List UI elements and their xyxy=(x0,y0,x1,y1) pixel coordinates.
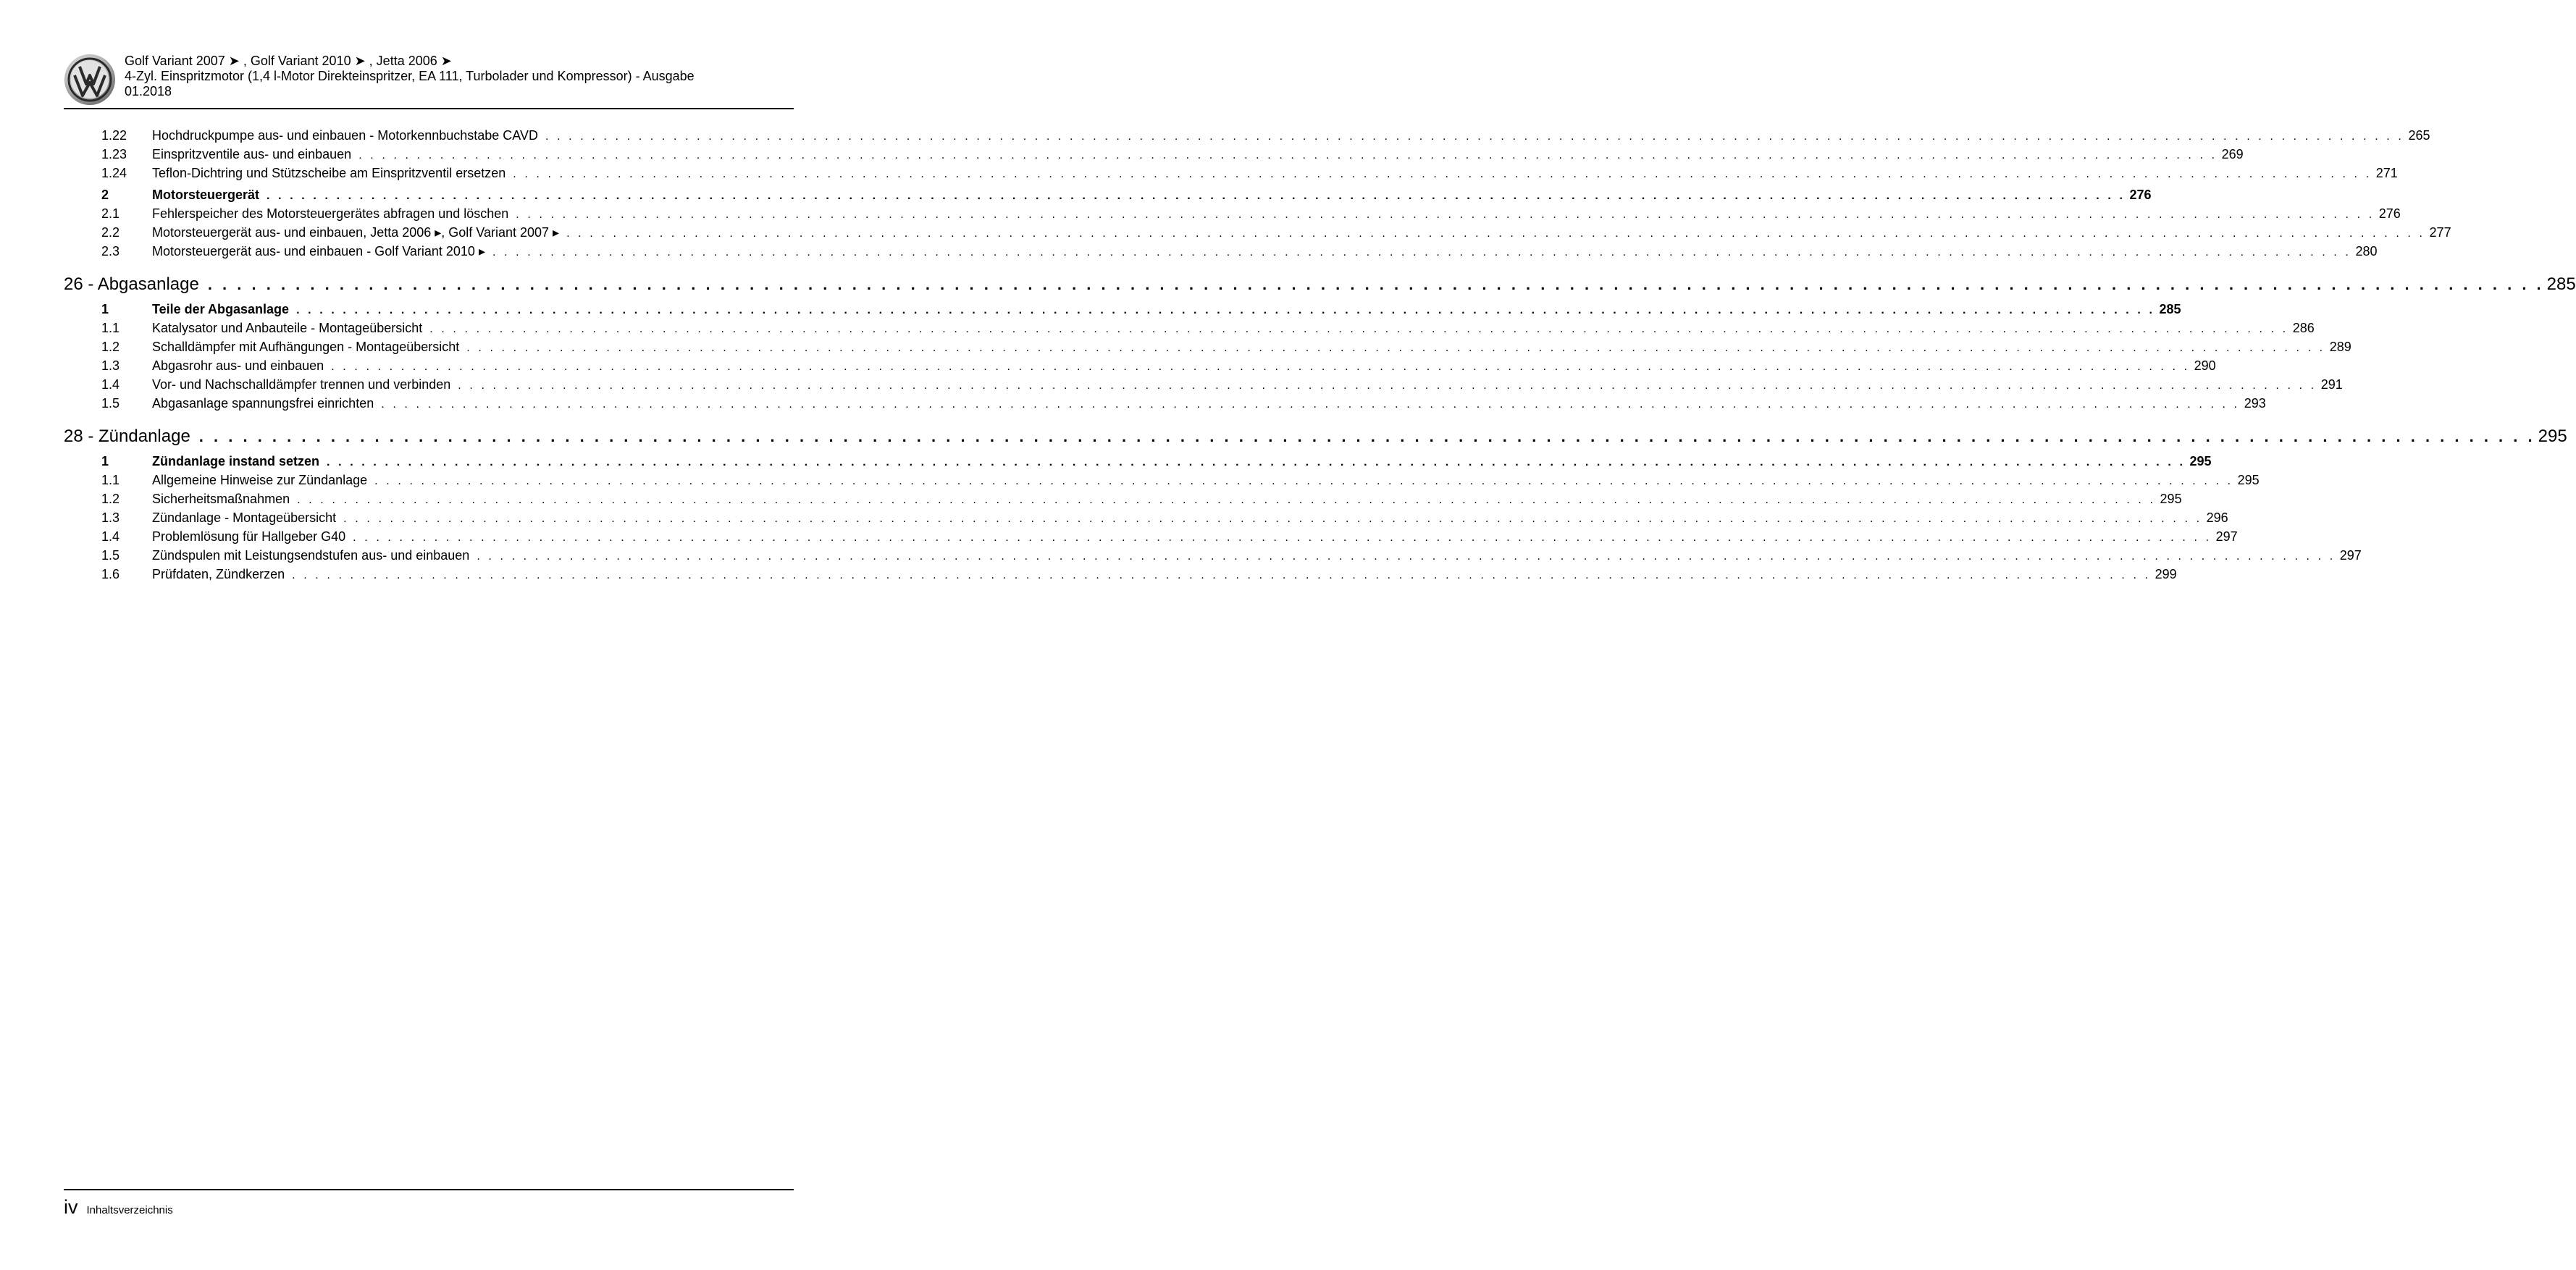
toc-page-number: 285 xyxy=(2159,302,2181,316)
toc-page-number: 289 xyxy=(2329,340,2351,354)
toc-entry[interactable] xyxy=(64,319,2315,337)
toc-number: 1.24 xyxy=(101,166,127,180)
vw-logo-icon xyxy=(64,54,116,106)
toc-number: 1.1 xyxy=(101,473,120,487)
toc-leader-dots: . . . . . . . . . . . . . . . . . . . . . . . . . . . . . . . . . . . . . . . . . . . . . . . . . . . . . . . . . . . . . . . . . . . . . . . . . . . . . . . . . . . . . . . . . . . . . . . . . . . . . . . . . . . . . . . . . . . . . . . . . . . . . . . . . . . . . . . . . . . . . . . . . . . . . . . . . . . . . . . . xyxy=(292,569,2151,581)
toc-page-number: 269 xyxy=(2221,147,2244,161)
toc-page-number: 285 xyxy=(2546,274,2576,294)
toc-title: Katalysator und Anbauteile - Montageübersicht xyxy=(152,321,423,335)
toc-page-number: 295 xyxy=(2160,492,2182,506)
toc-chapter[interactable] xyxy=(64,424,2567,449)
toc-page-number: 295 xyxy=(2189,454,2212,468)
toc-title: Fehlerspeicher des Motorsteuergerätes abfragen und löschen xyxy=(152,206,509,221)
toc-leader-dots: . . . . . . . . . . . . . . . . . . . . . . . . . . . . . . . . . . . . . . . . . . . . . . . . . . . . . . . . . . . . . . . . . . . . . . . . . . . . . . . . . . . . . . . . . . . . . . . . . . . . . . . . . . . . . . . . . . . . . . . . . . . . . . . . . . . . . . . . . . . . . . . . . . . . . . . . . . . . . . . . xyxy=(458,379,2317,392)
toc-page-number: 295 xyxy=(2538,426,2567,446)
toc-page-number: 265 xyxy=(2408,128,2430,143)
toc-title: Sicherheitsmaßnahmen xyxy=(152,492,290,506)
toc-leader-dots: . . . . . . . . . . . . . . . . . . . . . . . . . . . . . . . . . . . . . . . . . . . . . . . . . . . . . . . . . . . . . . . . . . . . . . . . . . . . . . . . . . . . . . . . . . . . . . . . . . . . . . . . . . . . . . . . . . . . . . . . . . . . . . . . . . . . . . . . . . . . . . . . . . . . . . . . . . . . . . . . xyxy=(374,475,2233,487)
header-line-1: Golf Variant 2007 ➤ , Golf Variant 2010 ➤ , Jetta 2006 ➤ xyxy=(125,54,452,68)
table-of-contents xyxy=(64,126,2576,584)
toc-title: Vor- und Nachschalldämpfer trennen und verbinden xyxy=(152,377,451,392)
toc-page-number: 271 xyxy=(2375,166,2398,180)
toc-page-number: 277 xyxy=(2429,225,2451,240)
toc-section[interactable] xyxy=(64,300,2181,319)
toc-title: Problemlösung für Hallgeber G40 xyxy=(152,529,346,544)
toc-number: 1 xyxy=(101,302,109,316)
toc-entry[interactable] xyxy=(64,242,2378,261)
toc-leader-dots: . . . . . . . . . . . . . . . . . . . . . . . . . . . . . . . . . . . . . . . . . . . . . . . . . . . . . . . . . . . . . . . . . . . . . . . . . . . . . . . . . . . . . . . . . . . . . . . . . . . . . . . . . . . . . . . . . . . . . . . . . . . . . . . . . . . . . . . . . . . . . . . . . . . . . . . . . . . . . . . . xyxy=(353,531,2212,544)
toc-leader-dots: . . . . . . . . . . . . . . . . . . . . . . . . . . . . . . . . . . . . . . . . . . . . . . . . . . . . . . . . . . . . . . . . . . . . . . . . . . . . . . . . . . . . . . . . . . . . . . . . . . . . . . . . . . . . . . . . . . . . . . . . . . . . . . . . . . . . . . . . . . . . . . . . . . . . . . . . . . . . . . . . xyxy=(466,342,2325,354)
toc-leader-dots: . . . . . . . . . . . . . . . . . . . . . . . . . . . . . . . . . . . . . . . . . . . . . . . . . . . . . . . . . . . . . . . . . . . . . . . . . . . . . . . . . . . . . . . . . . . . . . . . . . . . . . . . . . . . . . . . . . . . . . . . . . . . . . . . . . . . . . . . . . . . . . . . . . . . . . . . . . . . . . . . xyxy=(296,304,2155,316)
toc-number: 1.6 xyxy=(101,567,120,581)
toc-number: 1.3 xyxy=(101,358,120,373)
toc-entry[interactable] xyxy=(64,375,2343,394)
toc-title: Abgasrohr aus- und einbauen xyxy=(152,358,324,373)
toc-number: 1.3 xyxy=(101,510,120,525)
toc-entry[interactable] xyxy=(64,164,2398,182)
toc-title: Motorsteuergerät xyxy=(152,188,260,202)
toc-page-number: 297 xyxy=(2215,529,2238,544)
toc-number: 1.4 xyxy=(101,529,120,544)
toc-number: 1.4 xyxy=(101,377,120,392)
header-line-3: 01.2018 xyxy=(125,84,172,98)
toc-number: 1.22 xyxy=(101,128,127,143)
toc-page-number: 297 xyxy=(2339,548,2362,563)
toc-title: Abgasanlage spannungsfrei einrichten xyxy=(152,396,374,411)
toc-leader-dots: . . . . . . . . . . . . . . . . . . . . . . . . . . . . . . . . . . . . . . . . . . . . . . . . . . . . . . . . . . . . . . . . . . . . . . . . . . . . . . . . . . . . . . . . . . . . . . . . . . . . . . . . . . . . . . . . . . . . . . . . . . . . . . . . . . . . . . . . . . . . . . . . . . . . . . . . . . . . . . . . xyxy=(327,456,2186,468)
toc-title: 28 - Zündanlage xyxy=(64,426,190,446)
toc-number: 1.1 xyxy=(101,321,120,335)
toc-section[interactable] xyxy=(64,452,2212,471)
toc-entry[interactable] xyxy=(64,489,2182,508)
toc-number: 1.5 xyxy=(101,548,120,563)
toc-title: Hochdruckpumpe aus- und einbauen - Motorkennbuchstabe CAVD xyxy=(152,128,538,143)
toc-entry[interactable] xyxy=(64,565,2177,584)
toc-entry[interactable] xyxy=(64,204,2401,223)
toc-number: 2.2 xyxy=(101,225,120,240)
toc-page-number: 290 xyxy=(2194,358,2216,373)
toc-title: Motorsteuergerät aus- und einbauen - Golf Variant 2010 ▸ xyxy=(152,244,485,258)
toc-number: 2 xyxy=(101,188,109,202)
page-header xyxy=(64,52,794,109)
page-number: iv xyxy=(64,1196,78,1218)
toc-leader-dots: . . . . . . . . . . . . . . . . . . . . . . . . . . . . . . . . . . . . . . . . . . . . . . . . . . . . . . . . . . . . . . . . . . . . . . . . . . . . . . . . . . . . . . . . . . . . . . . . . . . . . . . . . . . . . . . . . . . . . . . . . . . . . . . . . . . . . . . . . . . . . . . . . . . . . . . . . . . . . . . . xyxy=(297,494,2156,506)
toc-page-number: 296 xyxy=(2206,510,2228,525)
toc-leader-dots: . . . . . . . . . . . . . . . . . . . . . . . . . . . . . . . . . . . . . . . . . . . . . . . . . . . . . . . . . . . . . . . . . . . . . . . . . . . . . . . . . . . . . . . . . . . . . . . . . . . . . . . . . . . . . . . . . . . . . . . . . . . . . . . . . . . . . . . . . . . . . . . . . . . . . . . . . . . . . . . . xyxy=(513,168,2372,180)
toc-leader-dots: . . . . . . . . . . . . . . . . . . . . . . . . . . . . . . . . . . . . . . . . . . . . . . . . . . . . . . . . . . . . . . . . . . . . . . . . . . . . . . . . . . . . . . . . . . . . . . . . . . . . . . . . . . . . . . . . . . . . . . . . . . . . . . . . . . . . . . . . . . . . . . . . . . . . . . . . . . . . . . . . xyxy=(198,427,2535,445)
toc-page-number: 280 xyxy=(2355,244,2378,258)
toc-page-number: 295 xyxy=(2237,473,2260,487)
toc-section[interactable] xyxy=(64,185,2152,204)
toc-page-number: 293 xyxy=(2244,396,2266,411)
toc-entry[interactable] xyxy=(64,394,2266,413)
toc-entry[interactable] xyxy=(64,356,2216,375)
toc-leader-dots: . . . . . . . . . . . . . . . . . . . . . . . . . . . . . . . . . . . . . . . . . . . . . . . . . . . . . . . . . . . . . . . . . . . . . . . . . . . . . . . . . . . . . . . . . . . . . . . . . . . . . . . . . . . . . . . . . . . . . . . . . . . . . . . . . . . . . . . . . . . . . . . . . . . . . . . . . . . . . . . . xyxy=(429,323,2288,335)
toc-number: 1 xyxy=(101,454,109,468)
footer-label: Inhaltsverzeichnis xyxy=(86,1204,173,1216)
header-text xyxy=(125,54,798,99)
header-line-2: 4-Zyl. Einspritzmotor (1,4 l-Motor Direkteinspritzer, EA 111, Turbolader und Kompressor) - Ausgabe xyxy=(125,69,695,83)
toc-title: Zündanlage instand setzen xyxy=(152,454,320,468)
toc-page-number: 299 xyxy=(2155,567,2177,581)
toc-leader-dots: . . . . . . . . . . . . . . . . . . . . . . . . . . . . . . . . . . . . . . . . . . . . . . . . . . . . . . . . . . . . . . . . . . . . . . . . . . . . . . . . . . . . . . . . . . . . . . . . . . . . . . . . . . . . . . . . . . . . . . . . . . . . . . . . . . . . . . . . . . . . . . . . . . . . . . . . . . . . . . . . xyxy=(207,275,2544,293)
toc-leader-dots: . . . . . . . . . . . . . . . . . . . . . . . . . . . . . . . . . . . . . . . . . . . . . . . . . . . . . . . . . . . . . . . . . . . . . . . . . . . . . . . . . . . . . . . . . . . . . . . . . . . . . . . . . . . . . . . . . . . . . . . . . . . . . . . . . . . . . . . . . . . . . . . . . . . . . . . . . . . . . . . . xyxy=(545,130,2404,143)
toc-title: Motorsteuergerät aus- und einbauen, Jetta 2006 ▸, Golf Variant 2007 ▸ xyxy=(152,225,560,240)
toc-page-number: 276 xyxy=(2378,206,2401,221)
toc-number: 2.1 xyxy=(101,206,120,221)
toc-leader-dots: . . . . . . . . . . . . . . . . . . . . . . . . . . . . . . . . . . . . . . . . . . . . . . . . . . . . . . . . . . . . . . . . . . . . . . . . . . . . . . . . . . . . . . . . . . . . . . . . . . . . . . . . . . . . . . . . . . . . . . . . . . . . . . . . . . . . . . . . . . . . . . . . . . . . . . . . . . . . . . . . xyxy=(566,227,2425,240)
footer-rule xyxy=(64,1189,794,1190)
toc-title: Zündspulen mit Leistungsendstufen aus- und einbauen xyxy=(152,548,470,563)
toc-leader-dots: . . . . . . . . . . . . . . . . . . . . . . . . . . . . . . . . . . . . . . . . . . . . . . . . . . . . . . . . . . . . . . . . . . . . . . . . . . . . . . . . . . . . . . . . . . . . . . . . . . . . . . . . . . . . . . . . . . . . . . . . . . . . . . . . . . . . . . . . . . . . . . . . . . . . . . . . . . . . . . . . xyxy=(358,149,2218,161)
toc-entry[interactable] xyxy=(64,145,2244,164)
toc-title: Teile der Abgasanlage xyxy=(152,302,290,316)
toc-number: 1.23 xyxy=(101,147,127,161)
toc-entry[interactable] xyxy=(64,223,2451,242)
toc-page-number: 291 xyxy=(2320,377,2343,392)
toc-number: 1.2 xyxy=(101,492,120,506)
toc-title: Schalldämpfer mit Aufhängungen - Montageübersicht xyxy=(152,340,460,354)
toc-leader-dots: . . . . . . . . . . . . . . . . . . . . . . . . . . . . . . . . . . . . . . . . . . . . . . . . . . . . . . . . . . . . . . . . . . . . . . . . . . . . . . . . . . . . . . . . . . . . . . . . . . . . . . . . . . . . . . . . . . . . . . . . . . . . . . . . . . . . . . . . . . . . . . . . . . . . . . . . . . . . . . . . xyxy=(331,361,2190,373)
toc-leader-dots: . . . . . . . . . . . . . . . . . . . . . . . . . . . . . . . . . . . . . . . . . . . . . . . . . . . . . . . . . . . . . . . . . . . . . . . . . . . . . . . . . . . . . . . . . . . . . . . . . . . . . . . . . . . . . . . . . . . . . . . . . . . . . . . . . . . . . . . . . . . . . . . . . . . . . . . . . . . . . . . . xyxy=(516,209,2375,221)
toc-title: Zündanlage - Montageübersicht xyxy=(152,510,337,525)
toc-entry[interactable] xyxy=(64,471,2260,489)
toc-chapter[interactable] xyxy=(64,272,2576,297)
toc-entry[interactable] xyxy=(64,126,2430,145)
toc-leader-dots: . . . . . . . . . . . . . . . . . . . . . . . . . . . . . . . . . . . . . . . . . . . . . . . . . . . . . . . . . . . . . . . . . . . . . . . . . . . . . . . . . . . . . . . . . . . . . . . . . . . . . . . . . . . . . . . . . . . . . . . . . . . . . . . . . . . . . . . . . . . . . . . . . . . . . . . . . . . . . . . . xyxy=(477,550,2336,563)
toc-leader-dots: . . . . . . . . . . . . . . . . . . . . . . . . . . . . . . . . . . . . . . . . . . . . . . . . . . . . . . . . . . . . . . . . . . . . . . . . . . . . . . . . . . . . . . . . . . . . . . . . . . . . . . . . . . . . . . . . . . . . . . . . . . . . . . . . . . . . . . . . . . . . . . . . . . . . . . . . . . . . . . . . xyxy=(267,190,2126,202)
toc-title: Prüfdaten, Zündkerzen xyxy=(152,567,285,581)
toc-entry[interactable] xyxy=(64,337,2351,356)
toc-title: Allgemeine Hinweise zur Zündanlage xyxy=(152,473,368,487)
page-footer xyxy=(64,1196,173,1219)
toc-entry[interactable] xyxy=(64,546,2362,565)
toc-title: Einspritzventile aus- und einbauen xyxy=(152,147,352,161)
toc-leader-dots: . . . . . . . . . . . . . . . . . . . . . . . . . . . . . . . . . . . . . . . . . . . . . . . . . . . . . . . . . . . . . . . . . . . . . . . . . . . . . . . . . . . . . . . . . . . . . . . . . . . . . . . . . . . . . . . . . . . . . . . . . . . . . . . . . . . . . . . . . . . . . . . . . . . . . . . . . . . . . . . . xyxy=(381,398,2240,411)
toc-title: Teflon-Dichtring und Stützscheibe am Einspritzventil ersetzen xyxy=(152,166,506,180)
toc-leader-dots: . . . . . . . . . . . . . . . . . . . . . . . . . . . . . . . . . . . . . . . . . . . . . . . . . . . . . . . . . . . . . . . . . . . . . . . . . . . . . . . . . . . . . . . . . . . . . . . . . . . . . . . . . . . . . . . . . . . . . . . . . . . . . . . . . . . . . . . . . . . . . . . . . . . . . . . . . . . . . . . . xyxy=(492,246,2351,258)
toc-entry[interactable] xyxy=(64,527,2238,546)
toc-entry[interactable] xyxy=(64,508,2228,527)
toc-number: 1.2 xyxy=(101,340,120,354)
toc-number: 1.5 xyxy=(101,396,120,411)
toc-title: 26 - Abgasanlage xyxy=(64,274,199,294)
header-rule xyxy=(64,108,794,109)
toc-page-number: 276 xyxy=(2129,188,2152,202)
toc-leader-dots: . . . . . . . . . . . . . . . . . . . . . . . . . . . . . . . . . . . . . . . . . . . . . . . . . . . . . . . . . . . . . . . . . . . . . . . . . . . . . . . . . . . . . . . . . . . . . . . . . . . . . . . . . . . . . . . . . . . . . . . . . . . . . . . . . . . . . . . . . . . . . . . . . . . . . . . . . . . . . . . . xyxy=(343,513,2202,525)
toc-number: 2.3 xyxy=(101,244,120,258)
toc-page-number: 286 xyxy=(2292,321,2315,335)
